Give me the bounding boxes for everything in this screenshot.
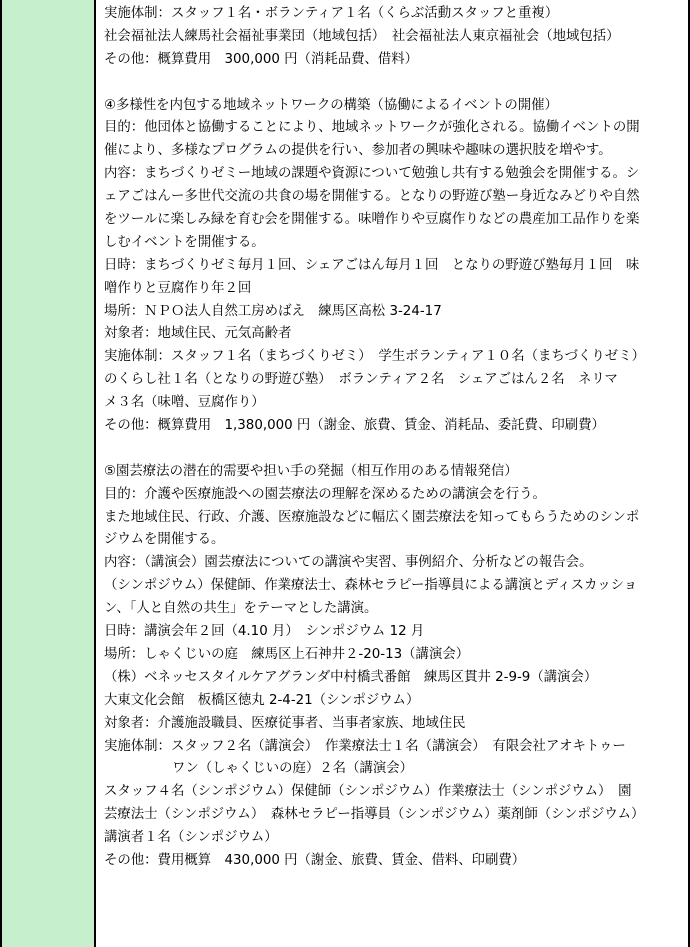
text-line: 大東文化会館 板橋区徳丸 2-4-21（シンポジウム） [104, 692, 420, 708]
text-line: ジウムを開催する。 [104, 532, 225, 548]
text-line: ェアごはんー多世代交流の共食の場を開催する。となりの野遊び塾ー身近なみどりや自然 [104, 189, 640, 205]
text-line: のくらし社１名（となりの野遊び塾） ボランティア２名 シェアごはん２名 ネリマ [104, 372, 618, 388]
text-line: 場所：ＮＰＯ法人自然工房めばえ 練馬区高松 3-24-17 [104, 303, 442, 319]
content-cell [96, 0, 690, 947]
text-line: その他：費用概算 430,000 円（謝金、旅費、賃金、借料、印刷費） [104, 852, 526, 868]
blank-line [104, 438, 680, 461]
text-line: 社会福祉法人練馬社会福祉事業団（地域包括） 社会福祉法人東京福祉会（地域包括） [104, 28, 620, 44]
text-line: また地域住民、行政、介護、医療施設などに幅広く園芸療法を知ってもらうためのシンポ [104, 509, 640, 525]
blank-line [104, 72, 680, 95]
text-line: その他：概算費用 300,000 円（消耗品費、借料） [104, 51, 419, 67]
text-line: 実施体制：スタッフ１名・ボランティア１名（くらぶ活動スタッフと重複） [104, 6, 559, 21]
text-line: ④多様性を内包する地域ネットワークの構築（協働によるイベントの開催） [104, 97, 558, 113]
text-line: ン、「人と自然の共生」をテーマとした講演。 [104, 601, 378, 617]
document-body [104, 3, 680, 873]
left-header-column [0, 0, 96, 947]
text-line: その他：概算費用 1,380,000 円（謝金、旅費、賃金、消耗品、委託費、印刷費） [104, 418, 605, 434]
text-line: （株）ベネッセスタイルケアグランダ中村橋弐番館 練馬区貫井 2-9-9（講演会） [104, 669, 598, 685]
text-line: （シンポジウム）保健師、作業療法士、森林セラピー指導員による講演とディスカッショ [104, 578, 638, 594]
text-line: ワン（しゃくじいの庭）２名（講演会） [172, 761, 414, 777]
text-line: ⑤園芸療法の潜在的需要や担い手の発掘（相互作用のある情報発信） [104, 463, 518, 479]
text-line: 対象者：地域住民、元気高齢者 [104, 326, 292, 342]
text-line: 芸療法士（シンポジウム） 森林セラピー指導員（シンポジウム）薬剤師（シンポジウム） [104, 807, 645, 823]
text-line: 目的：他団体と協働することにより、地域ネットワークが強化される。協働イベントの開 [104, 120, 640, 136]
text-line: 日時：まちづくりゼミ毎月１回、シェアごはん毎月１回 となりの野遊び塾毎月１回 味 [104, 257, 640, 273]
text-line: をツールに楽しみ緑を育む会を開催する。味噌作りや豆腐作りなどの農産加工品作りを楽 [104, 212, 640, 228]
text-line: メ３名（味噌、豆腐作り） [104, 395, 265, 411]
text-line: 講演者１名（シンポジウム） [104, 830, 278, 846]
text-line: 実施体制：スタッフ２名（講演会） 作業療法士１名（講演会） 有限会社アオキトゥー [104, 738, 626, 754]
text-line: スタッフ４名（シンポジウム）保健師（シンポジウム）作業療法士（シンポジウム） 園 [104, 784, 632, 800]
text-line: 日時：講演会年２回（4.10 月） シンポジウム 12 月 [104, 624, 425, 640]
text-line: 内容：（講演会）園芸療法についての講演や実習、事例紹介、分析などの報告会。 [104, 555, 593, 571]
text-line: 内容：まちづくりゼミー地域の課題や資源について勉強し共有する勉強会を開催する。シ [104, 166, 640, 182]
text-line: 対象者：介護施設職員、医療従事者、当事者家族、地域住民 [104, 715, 466, 731]
text-line: 催により、多様なプログラムの提供を行い、参加者の興味や趣味の選択肢を増やす。 [104, 143, 612, 159]
text-line: 実施体制：スタッフ１名（まちづくりゼミ） 学生ボランティア１０名（まちづくりゼミ） [104, 349, 645, 365]
text-line: 目的：介護や医療施設への園芸療法の理解を深めるための講演会を行う。 [104, 486, 546, 502]
text-line: 噌作りと豆腐作り年２回 [104, 280, 252, 296]
text-line: しむイベントを開催する。 [104, 234, 265, 250]
text-line: 場所：しゃくじいの庭 練馬区上石神井２-20-13（講演会） [104, 646, 470, 662]
